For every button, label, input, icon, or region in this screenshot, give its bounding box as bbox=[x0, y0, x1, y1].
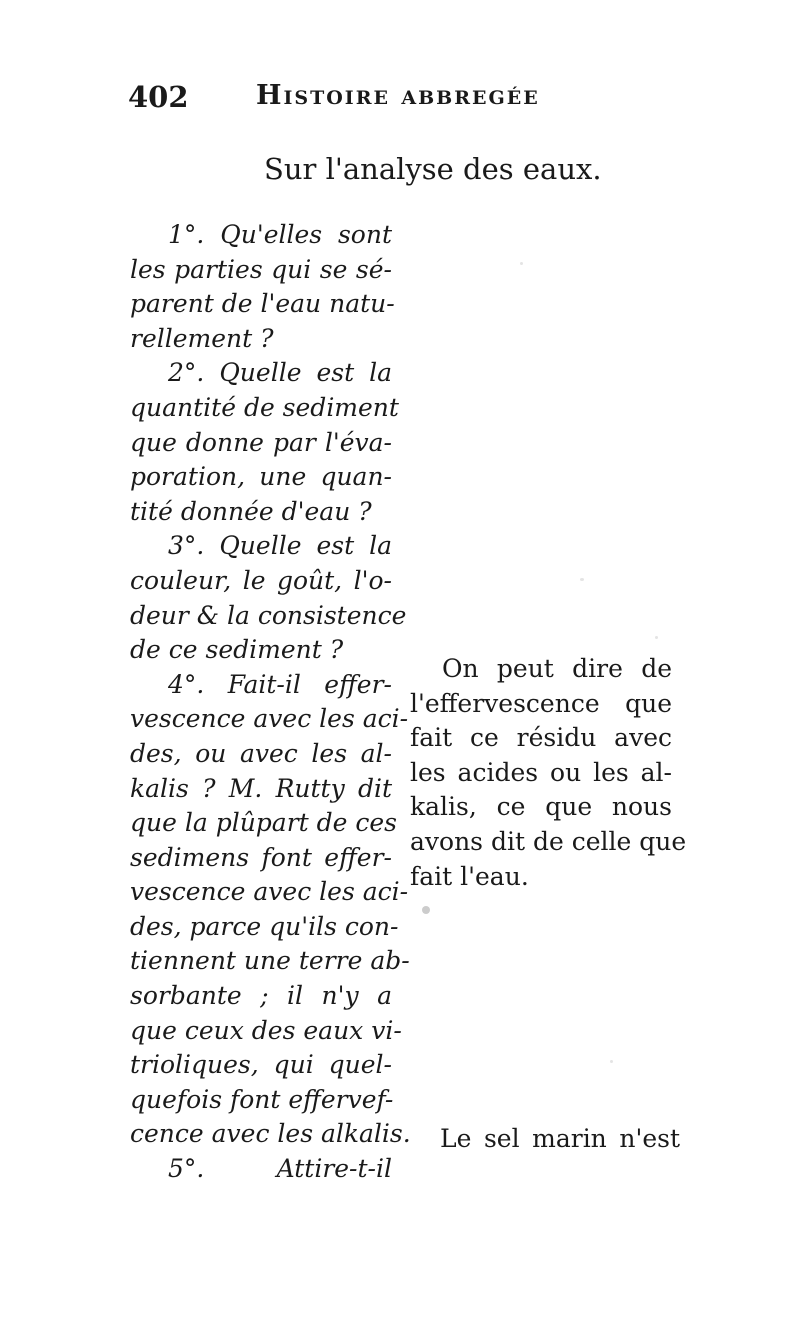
running-title: Histoire abbregée bbox=[256, 80, 540, 111]
text-line: deur & la consistence bbox=[130, 600, 407, 630]
text-line: 5°. Attire-t-il bbox=[168, 1154, 392, 1184]
text-line: quantité de sediment bbox=[130, 392, 399, 422]
bleed-through-mark bbox=[580, 578, 584, 581]
text-line: On peut dire de bbox=[442, 654, 672, 683]
section-heading: Sur l'analyse des eaux. bbox=[264, 152, 602, 186]
text-line: vescence avec les aci- bbox=[130, 704, 409, 734]
running-head bbox=[128, 80, 688, 120]
text-line: quefois font effervef- bbox=[130, 1084, 394, 1114]
text-line: les acides ou les al- bbox=[410, 757, 672, 787]
text-line: de ce sediment ? bbox=[130, 635, 344, 665]
text-line: des, ou avec les al- bbox=[130, 738, 392, 768]
text-line: 4°. Fait-il effer- bbox=[168, 669, 392, 699]
left-column bbox=[130, 218, 411, 1187]
text-line: que la plûpart de ces bbox=[130, 808, 398, 838]
text-line: cence avec les alkalis. bbox=[130, 1119, 411, 1149]
right-column bbox=[410, 652, 687, 894]
text-line: kalis, ce que nous bbox=[410, 792, 672, 822]
text-line: tité donnée d'eau ? bbox=[130, 496, 372, 526]
text-line: 3°. Quelle est la bbox=[168, 531, 392, 561]
text-line: rellement ? bbox=[130, 323, 274, 353]
text-line: parent de l'eau natu- bbox=[130, 289, 395, 319]
text-line: trioliques, qui quel- bbox=[130, 1050, 392, 1080]
text-line: fait ce résidu avec bbox=[410, 723, 672, 753]
text-line: Le sel marin n'est bbox=[440, 1124, 680, 1153]
text-line: avons dit de celle que bbox=[410, 826, 687, 856]
text-line: couleur, le goût, l'o- bbox=[130, 565, 392, 595]
text-line: que donne par l'éva- bbox=[130, 427, 392, 457]
bleed-through-mark bbox=[520, 262, 523, 265]
text-line: vescence avec les aci- bbox=[130, 877, 409, 907]
text-line: l'effervescence que bbox=[410, 688, 672, 718]
bleed-through-mark bbox=[610, 1060, 613, 1063]
text-line: que ceux des eaux vi- bbox=[130, 1015, 402, 1045]
page-number: 402 bbox=[128, 80, 189, 114]
text-line: kalis ? M. Rutty dit bbox=[130, 773, 392, 803]
right-column-continuation bbox=[440, 1122, 680, 1157]
text-line: sedimens font effer- bbox=[130, 842, 392, 872]
text-line: 1°. Qu'elles sont bbox=[168, 220, 392, 249]
text-line: les parties qui se sé- bbox=[130, 254, 392, 284]
bleed-through-mark bbox=[422, 906, 430, 914]
text-line: sorbante ; il n'y a bbox=[130, 981, 392, 1011]
text-line: des, parce qu'ils con- bbox=[130, 911, 399, 941]
text-line: poration, une quan- bbox=[130, 462, 392, 492]
text-line: tiennent une terre ab- bbox=[130, 946, 410, 976]
text-line: 2°. Quelle est la bbox=[168, 358, 392, 388]
text-line: fait l'eau. bbox=[410, 861, 529, 891]
bleed-through-mark bbox=[655, 636, 658, 639]
